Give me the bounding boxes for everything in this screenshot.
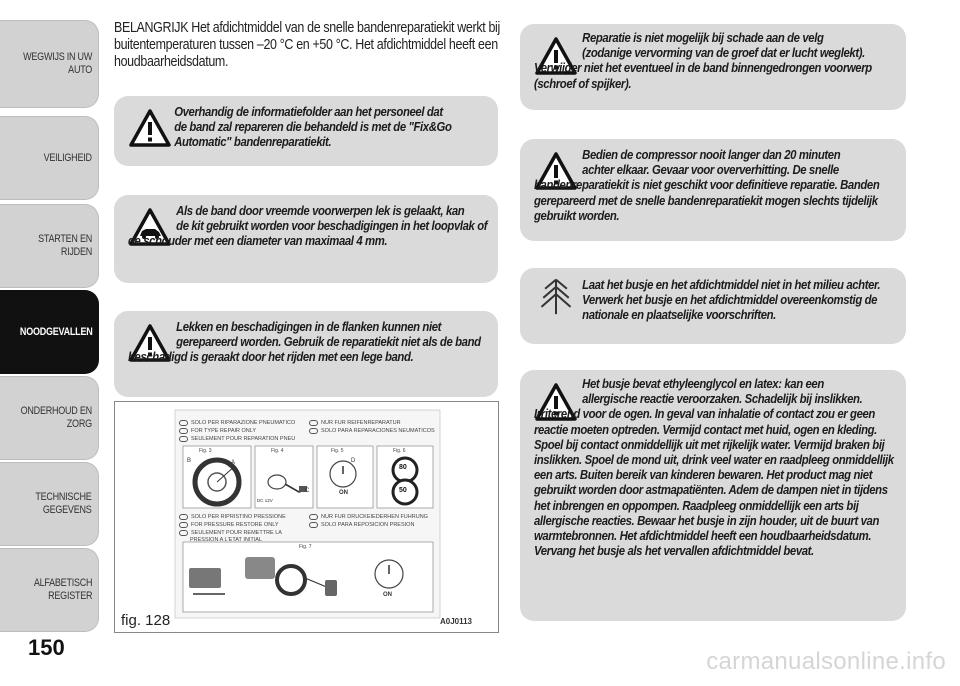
note-text: de band zal repareren die behandeld is met de "Fix&Go Automatic" bandenreparatiekit. xyxy=(174,119,452,150)
warning-note xyxy=(114,311,498,397)
warning-note xyxy=(114,96,498,166)
note-first-line: Lekken en beschadigingen in de flanken kunnen niet xyxy=(176,319,442,334)
note-text: de kit gebruikt worden voor beschadigingen in het loopvlak of de schouder met een diameter van maximaal 4 mm. xyxy=(128,218,488,249)
warning-note xyxy=(520,370,906,621)
tab-onderhoud-en-zorg[interactable]: ONDERHOUD EN ZORG xyxy=(0,376,99,460)
car-note xyxy=(114,195,498,283)
note-text: achter elkaar. Gevaar voor oververhitting. De snelle bandenreparatiekit is niet geschikt voor definitieve reparatie. Banden gerepareerd met de snelle bandenreparatiekit mogen slechts tijdelijk gebruikt worden. xyxy=(534,162,880,223)
tab-technische-gegevens[interactable]: TECHNISCHE GEGEVENS xyxy=(0,462,99,546)
warning-note xyxy=(520,139,906,241)
tab-wegwijs[interactable]: WEGWIJS IN UW AUTO xyxy=(0,20,99,108)
note-first-line: Reparatie is niet mogelijk bij schade aan de velg xyxy=(582,30,824,45)
note-text: (zodanige vervorming van de groef dat er lucht weglekt). Verwijder niet het eventueel in de band binnengedrongen voorwerp (schroef of spijker). xyxy=(534,45,872,91)
note-text: Verwerk het busje en het afdichtmiddel overeenkomstig de nationale en plaatselijke voorschriften. xyxy=(582,292,878,323)
intro-paragraph: BELANGRIJK Het afdichtmiddel van de snelle bandenreparatiekit werkt bij buitentemperaturen tussen –20 °C en +50 °C. Het afdichtmiddel heeft een houdbaarheidsdatum. xyxy=(114,20,500,70)
label-texts: SOLO PER RIPARAZIONE PNEUMATICO FOR TYPE REPAIR ONLY SEULEMENT POUR REPARATION PNEU NUR FUR REIFENREPARATUR SOLO PARA REPARACIONES NEUMATICOS Fig. 3 Fig. 4 Fig. 5 Fig. 6 Fig. 7 B A C D ON DC 12V 80 50 SOLO PER RIPRISTINO PRESSIONE FOR PRESSURE RESTORE ONLY SEULEMENT POUR REMETTRE LA PRESSION A L'ETAT INITIAL NUR FUR DRUCKEIEDERHEN FUHRUNG SOLO PARA REPOSICION PRESION ON xyxy=(175,416,440,614)
chapter-sidebar xyxy=(0,0,100,686)
note-text: gerepareerd worden. Gebruik de reparatiekit niet als de band beschadigd is geraakt door het rijden met een lege band. xyxy=(128,334,481,365)
tab-starten-en-rijden[interactable]: STARTEN EN RIJDEN xyxy=(0,204,99,288)
page-number: 150 xyxy=(28,635,65,660)
tab-veiligheid[interactable]: VEILIGHEID xyxy=(0,116,99,200)
note-first-line: Laat het busje en het afdichtmiddel niet in het milieu achter. xyxy=(582,277,881,292)
figure-128 xyxy=(114,401,499,633)
note-first-line: Het busje bevat ethyleenglycol en latex: kan een xyxy=(582,376,824,391)
tab-noodgevallen[interactable]: NOODGEVALLEN xyxy=(0,290,99,374)
figure-code: A0J0113 xyxy=(439,617,472,626)
note-first-line: Bedien de compressor nooit langer dan 20 minuten xyxy=(582,147,841,162)
watermark: carmanualsonline.info xyxy=(706,648,946,675)
note-first-line: Overhandig de informatiefolder aan het personeel dat xyxy=(174,104,443,119)
environment-note xyxy=(520,268,906,344)
note-first-line: Als de band door vreemde voorwerpen lek is gelaakt, kan xyxy=(176,203,465,218)
warning-note xyxy=(520,24,906,110)
note-text: allergische reactie veroorzaken. Schadelijk bij inslikken. Irriterend voor de ogen. In geval van inhalatie of contact zou er geen reactie moeten optreden. Vermijd contact met huid, ogen en kleding. Spoel bij contact onmiddellijk uit met rijkelijk water. Vermijd braken bij inslikken. Spoel de mond uit, drink veel water en raadpleeg onmiddellijk een arts. Buiten bereik van kinderen bewaren. Het product mag niet gebruikt worden door astmapatiënten. Adem de dampen niet in tijdens het inbrengen en oppompen. Raadpleeg onmiddellijk een arts bij allergische reacties. Bewaar het busje in zijn houder, uit de buurt van warmtebronnen. Het afdichtmiddel heeft een houdbaarheidsdatum. Vervang het busje als het vervallen afdichtmiddel bevat. xyxy=(534,391,894,559)
tab-alfabetisch-register[interactable]: ALFABETISCH REGISTER xyxy=(0,548,99,632)
figure-caption: fig. 128 xyxy=(121,612,171,629)
